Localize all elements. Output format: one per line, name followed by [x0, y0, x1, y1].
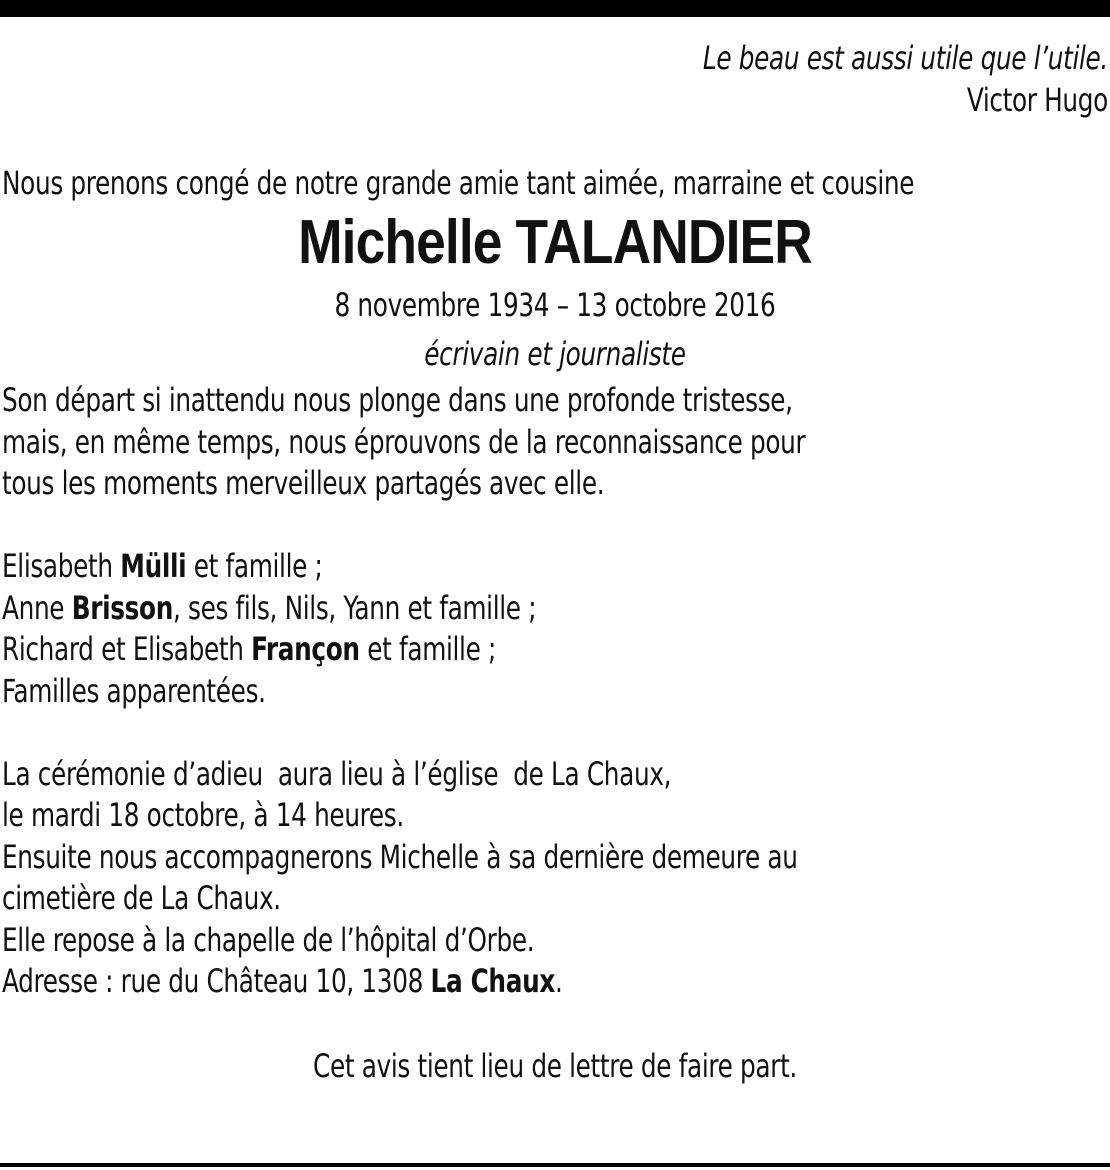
death-notice	[2, 38, 1108, 1087]
ceremony-line-5: Elle repose à la chapelle de l’hôpital d’Orbe.	[2, 920, 535, 959]
profession: écrivain et journaliste	[424, 335, 686, 373]
family-surname: Brisson	[71, 588, 173, 627]
ceremony-line-2: le mardi 18 octobre, à 14 heures.	[2, 796, 404, 834]
spacer	[2, 505, 1108, 547]
notice-body	[2, 38, 1108, 1087]
family-line-3: Richard et Elisabeth Françon et famille ;	[2, 630, 497, 668]
address-line: Adresse : rue du Château 10, 1308 La Chaux.	[2, 962, 563, 1000]
spacer	[2, 121, 1108, 163]
family-surname: Françon	[251, 630, 360, 668]
ceremony-line-4: cimetière de La Chaux.	[2, 879, 281, 917]
ceremony-line-3: Ensuite nous accompagnerons Michelle à sa dernière demeure au	[2, 837, 798, 876]
deceased-name: Michelle TALANDIER	[298, 208, 812, 277]
ceremony-line-1: La cérémonie d’adieu aura lieu à l’église de La Chaux,	[2, 754, 672, 793]
family-surname: Mülli	[120, 547, 187, 585]
address-city: La Chaux	[430, 962, 555, 1000]
top-border	[0, 0, 1110, 17]
spacer	[2, 712, 1108, 754]
epigraph	[2, 38, 1108, 121]
message-line-1: Son départ si inattendu nous plonge dans une profonde tristesse,	[2, 381, 793, 419]
message-line-3: tous les moments merveilleux partagés avec elle.	[2, 464, 605, 502]
epigraph-quote: Le beau est aussi utile que l’utile.	[702, 39, 1108, 77]
message-line-2: mais, en même temps, nous éprouvons de la reconnaissance pour	[2, 422, 806, 461]
epigraph-author: Victor Hugo	[966, 80, 1108, 119]
family-line-1: Elisabeth Mülli et famille ;	[2, 547, 323, 585]
bottom-border	[0, 1163, 1110, 1167]
life-dates: 8 novembre 1934 – 13 octobre 2016	[334, 286, 776, 324]
closing-note: Cet avis tient lieu de lettre de faire part.	[313, 1046, 797, 1085]
family-line-2: Anne Brisson, ses fils, Nils, Yann et famille ;	[2, 588, 537, 627]
family-line-4: Familles apparentées.	[2, 671, 266, 710]
intro-text: Nous prenons congé de notre grande amie tant aimée, marraine et cousine	[2, 163, 915, 202]
